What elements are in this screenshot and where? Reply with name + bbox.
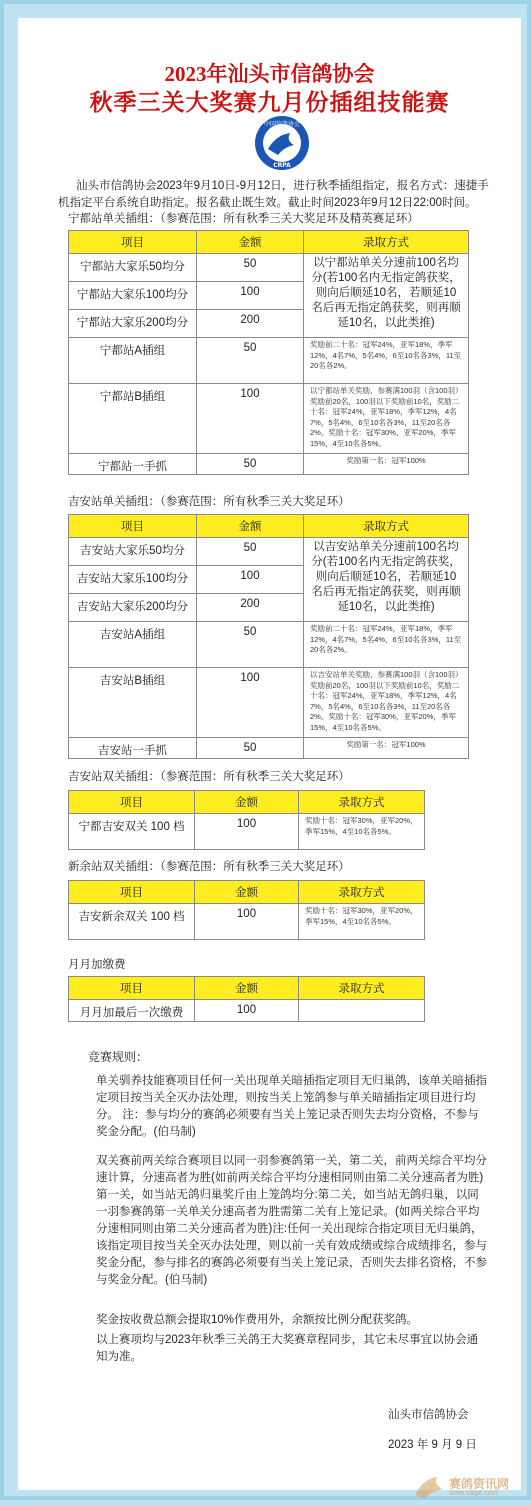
table-row: 吉安站大家乐200均分 200 (69, 594, 469, 622)
jian-table: 项目 金额 录取方式 吉安站大家乐50均分 50 以吉安站单关分速前100名均分(若100名内无指定鸽获奖，则向后顺延10名，若顺延10名后再无指定鸽获奖，则再顺延10名，以此类推) 吉安站大家乐100均分 100 吉安站大家乐200均分 200 吉安站A插组 50 奖励前二十名：冠军24%，亚军18%，季军12%，4名7%，5名4%，6至10名各3%，11至20名各2%。 吉安站B插组 100 以吉安站单关奖励，参赛满100羽（含100羽）奖励前20名，100羽以下奖励前10名，奖励二十名：冠军24%，亚军18%，季军12%，4名7%，5名4%，6至10名各3%，11至20名各2%。奖励十名：冠军30%，亚军20%，季军15%，4至10名各5%。 吉安站一手抓 50 奖励第一名：冠军100% (68, 514, 469, 759)
table-row: 宁都吉安双关 100 档 100 奖励十名：冠军30%，亚军20%，季军15%，4至10名各5%。 (69, 814, 425, 850)
col-amount: 金额 (197, 231, 304, 254)
notice-paper (18, 18, 521, 1497)
jian-double-heading: 吉安站双关插组：（参赛范围：所有秋季三关大奖足环） (68, 771, 350, 783)
rule-paragraph: 单关驯养技能赛项目任何一关出现单关暗插指定项目无归巢鸽，该单关暗插指定项目按当关全灭办法处理，则按当关上笼鸽参与单关暗插指定项目进行均分。 注：参与均分的赛鸽必须要有当关上笼记录否则失去均分资格，不参与奖金分配。(伯马制) (96, 1075, 487, 1138)
table-row: 宁都站大家乐200均分 200 (69, 310, 469, 338)
rule-paragraph: 奖金按收费总额会提取10%作费用外，余额按比例分配获奖鸽。 (96, 1314, 419, 1326)
table-row: 吉安新余双关 100 档 100 奖励十名：冠军30%，亚军20%，季军15%，4至10名各5%。 (69, 904, 425, 940)
monthly-table: 项目 金额 录取方式 月月加最后一次缴费 100 (68, 976, 425, 1022)
crpa-logo (254, 115, 310, 171)
title-line-2: 秋季三关大奖赛九月份插组技能赛 (89, 90, 450, 115)
jian-double-table: 项目 金额 录取方式 宁都吉安双关 100 档 100 奖励十名：冠军30%，亚军20%，季军15%，4至10名各5%。 (68, 790, 425, 850)
table-row: 吉安站大家乐100均分 100 (69, 566, 469, 594)
table-row: 宁都站B插组 100 以宁都站单关奖励，参赛满100羽（含100羽）奖励前20名，100羽以下奖励前10名，奖励二十名：冠军24%，亚军18%，季军12%，4名7%，5名4%，6至10名各3%，11至20名各2%。奖励十名：冠军30%，亚军20%，季军15%，4至10名各5%。 (69, 384, 469, 454)
ningdu-table (68, 230, 469, 475)
xinyu-double-heading: 新余站双关插组：（参赛范围：所有秋季三关大奖足环） (68, 861, 350, 873)
ningdu-heading: 宁都站单关插组：（参赛范围：所有秋季三关大奖足环及精英赛足环） (68, 213, 419, 225)
col-item: 项目 (69, 231, 197, 254)
svg-text:中国信鸽协会: 中国信鸽协会 (263, 121, 301, 128)
table-row: 宁都站A插组 50 奖励前二十名：冠军24%，亚军18%，季军12%，4名7%，5名4%，6至10名各3%，11至20名各2%。 (69, 338, 469, 384)
jian-heading: 吉安站单关插组：（参赛范围：所有秋季三关大奖足环） (68, 496, 350, 508)
monthly-heading: 月月加缴费 (68, 959, 126, 971)
svg-text:CRPA: CRPA (273, 162, 291, 169)
table-row: 吉安站B插组 100 以吉安站单关奖励，参赛满100羽（含100羽）奖励前20名，100羽以下奖励前10名，奖励二十名：冠军24%，亚军18%，季军12%，4名7%，5名4%，6至10名各3%，11至20名各2%。奖励十名：冠军30%，亚军20%，季军15%，4至10名各5%。 (69, 668, 469, 738)
rules-heading: 竞赛规则： (88, 1050, 149, 1064)
watermark-bird-icon (413, 1473, 445, 1501)
rule-paragraph: 以上赛项均与2023年秋季三关鸽王大奖赛章程同步，其它未尽事宜以协会通知为准。 (96, 1334, 479, 1363)
signature-org: 汕头市信鸽协会 (388, 1409, 469, 1421)
table-row: 宁都站大家乐50均分 50 以宁都站单关分速前100名均分(若100名内无指定鸽获奖，则向后顺延10名，若顺延10名后再无指定鸽获奖，则再顺延10名，以此类推) (69, 254, 469, 282)
table-row: 吉安站一手抓 50 奖励第一名：冠军100% (69, 738, 469, 759)
title-line-1: 2023年汕头市信鸽协会 (164, 62, 375, 86)
xinyu-double-table: 项目 金额 录取方式 吉安新余双关 100 档 100 奖励十名：冠军30%，亚军20%，季军15%，4至10名各5%。 (68, 880, 425, 940)
table-row: 吉安站大家乐50均分 50 以吉安站单关分速前100名均分(若100名内无指定鸽获奖，则向后顺延10名，若顺延10名后再无指定鸽获奖，则再顺延10名，以此类推) (69, 538, 469, 566)
signature-date: 2023 年 9 月 9 日 (388, 1439, 477, 1451)
table-row: 宁都站大家乐100均分 100 (69, 282, 469, 310)
col-method: 录取方式 (304, 231, 469, 254)
rule-paragraph: 双关赛前两关综合赛项目以同一羽参赛鸽第一关，第二关，前两关综合平均分速计算，分速高者为胜(如前两关综合平均分速相同则由第二关分速高者为胜)第一关，如当站无鸽归巢奖斤由上笼鸽均分:第二关，如当站无鸽归巢，以同一羽参赛鸽第一关单关分速高者为胜需第二关有上笼记录。(如两关综合平均分速相同则由第二关分速高者为胜)注:任何一关出现综合指定项目无归巢鸽，该指定项目按当关全灭办法处理，则以前一关有效成绩或综合成绩排名，参与奖金分配，参与排名的赛鸽必须要有当关上笼记录，否则失去排名资格，不参与奖金分配。(伯马制) (96, 1155, 487, 1286)
intro-paragraph: 汕头市信鸽协会2023年9月10日-9月12日，进行秋季插组指定，报名方式：速捷手机指定平台系统自助指定。报名截止既生效。截止时间2023年9月12日22:00时间。 (58, 180, 489, 209)
table-row: 宁都站一手抓 50 奖励第一名：冠军100% (69, 454, 469, 475)
table-row: 吉安站A插组 50 奖励前二十名：冠军24%，亚军18%，季军12%，4名7%，5名4%，6至10名各3%，11至20名各2%。 (69, 622, 469, 668)
table-row: 月月加最后一次缴费 100 (69, 1000, 425, 1022)
watermark: 赛鸽资讯网 www.saige.com (413, 1473, 531, 1503)
